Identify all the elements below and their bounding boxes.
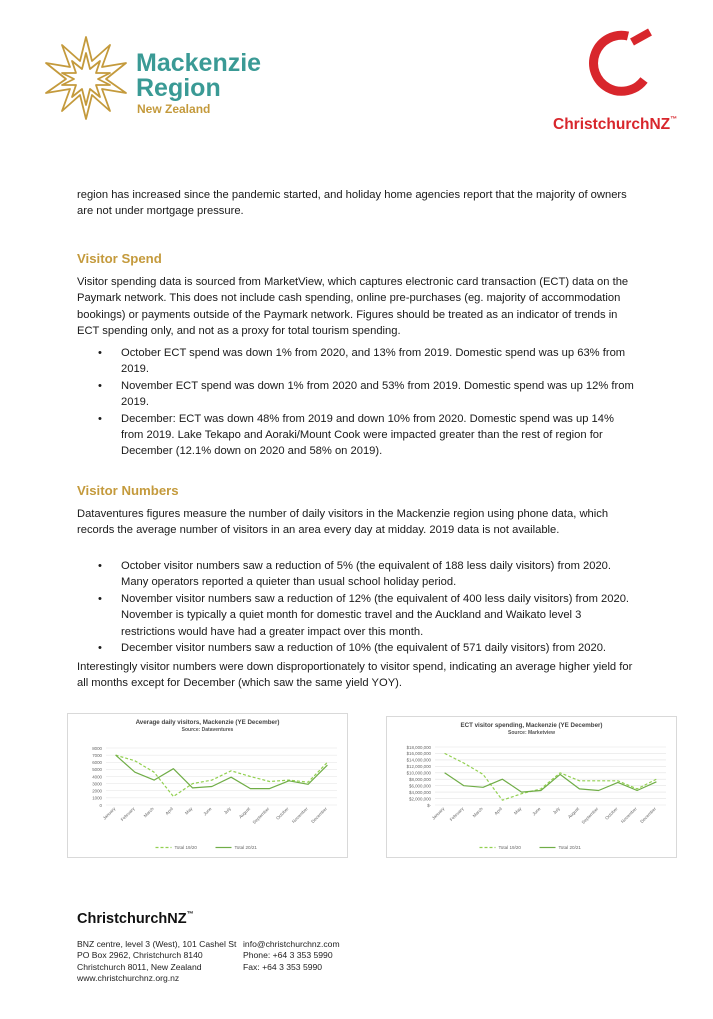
- list-item: • November visitor numbers saw a reduction of 12% (the equivalent of 400 less daily visitors) from 2020. November is typically a quiet month for domestic travel and the Auckland and Waikato level 3 restrictions would have had a greater impact over this month.: [77, 591, 637, 640]
- address-line: PO Box 2962, Christchurch 8140: [77, 950, 203, 961]
- address-line: Christchurch 8011, New Zealand: [77, 961, 202, 972]
- chart-svg-visitors: [68, 714, 347, 857]
- intro-paragraph: region has increased since the pandemic started, and holiday home agencies report that the majority of owners are not under mortgage pressure.: [77, 189, 627, 218]
- y-tick-label: $16,000,000: [406, 751, 431, 757]
- x-tick-label: July: [551, 806, 561, 816]
- y-tick-label: 2000: [92, 788, 102, 794]
- visitor-spend-paragraph: Visitor spending data is sourced from MarketView, which captures electronic card transaction (ECT) data on the Paymark network. This does not include cash spending, online pre-purchases (eg. majority of accommodation bookings) or payments outside of the Paymark network. Figures should be treated as an indicator of trends in ECT spending only, and not as a proxy for total tourism spending.: [77, 276, 629, 338]
- list-item: • November ECT spend was down 1% from 2020 and 53% from 2019. Domestic spend was up 12% from 2019.: [77, 378, 637, 411]
- y-tick-label: $4,000,000: [409, 789, 431, 795]
- series-line: [445, 753, 657, 800]
- address-line: BNZ centre, level 3 (West), 101 Cashel St: [77, 939, 237, 949]
- footer-brand-tm: ™: [186, 911, 194, 918]
- y-tick-label: $12,000,000: [406, 764, 431, 770]
- y-tick-label: $14,000,000: [406, 757, 431, 763]
- y-tick-label: 4000: [92, 774, 102, 780]
- x-tick-label: April: [164, 806, 175, 816]
- list-item: • December: ECT was down 48% from 2019 and down 10% from 2020. Domestic spend was up 14% from 2019. Lake Tekapo and Aoraki/Mount Cook were impacted greater than the rest of region for December (12.1% down on 2020 and 58% on 2019).: [77, 411, 637, 460]
- x-tick-label: August: [237, 806, 252, 820]
- y-tick-label: 3000: [92, 781, 102, 787]
- y-tick-label: 7000: [92, 752, 102, 758]
- chart-subtitle: Source: Marketview: [508, 730, 555, 736]
- chart-subtitle: Source: Dataventures: [181, 727, 234, 733]
- christchurch-c-icon: [576, 28, 656, 106]
- x-tick-label: September: [251, 806, 271, 825]
- x-tick-label: October: [603, 806, 619, 821]
- legend-label: Total 19/20: [174, 845, 197, 850]
- logo-line-mackenzie: Mackenzie: [136, 49, 262, 77]
- logo-line-new-zealand: New Zealand: [137, 102, 211, 116]
- x-tick-label: January: [430, 806, 446, 821]
- christchurch-wordmark-text: ChristchurchNZ: [553, 116, 671, 133]
- x-tick-label: May: [512, 806, 523, 816]
- y-tick-label: $-: [427, 802, 431, 808]
- visitor-spend-heading: Visitor Spend: [77, 251, 162, 266]
- x-tick-label: February: [119, 806, 136, 823]
- y-tick-label: $2,000,000: [409, 796, 431, 802]
- x-tick-label: November: [290, 806, 309, 825]
- visitor-spend-bullets: [77, 345, 637, 460]
- y-tick-label: 5000: [92, 767, 102, 773]
- footer-brand-text: ChristchurchNZ: [77, 911, 187, 927]
- y-tick-label: 8000: [92, 745, 102, 751]
- legend-label: Total 20/21: [234, 845, 257, 850]
- website-link[interactable]: www.christchurchnz.org.nz: [77, 973, 180, 984]
- footer-contact: [243, 939, 340, 973]
- y-tick-label: 0: [99, 802, 102, 808]
- x-tick-label: April: [493, 806, 504, 816]
- christchurch-wordmark: [553, 116, 677, 134]
- mackenzie-star-icon: [40, 33, 132, 123]
- x-tick-label: May: [183, 806, 194, 816]
- legend-label: Total 19/20: [498, 845, 521, 850]
- fax-line: Fax: +64 3 353 5990: [243, 961, 323, 972]
- visitor-numbers-closing: Interestingly visitor numbers were down disproportionately to visitor spend, indicating an average higher yield for all months except for December (which saw the same yield YOY).: [77, 661, 633, 690]
- list-item: • October visitor numbers saw a reduction of 5% (the equivalent of 188 less daily visitors) from 2020. Many operators reported a quieter than usual school holiday period.: [77, 558, 637, 591]
- list-item: • December visitor numbers saw a reduction of 10% (the equivalent of 571 daily visitors) from 2020.: [77, 640, 637, 656]
- christchurchnz-logo: [548, 28, 698, 138]
- x-tick-label: June: [531, 806, 542, 817]
- y-tick-label: 6000: [92, 760, 102, 766]
- x-tick-label: November: [619, 806, 638, 825]
- y-tick-label: $8,000,000: [409, 777, 431, 783]
- logo-line-region: Region: [136, 74, 221, 102]
- visitor-numbers-bullets: [77, 558, 637, 656]
- series-line: [116, 755, 328, 796]
- chart-title: ECT visitor spending, Mackenzie (YE December): [460, 722, 603, 729]
- series-line: [445, 773, 657, 792]
- phone-line: Phone: +64 3 353 5990: [243, 950, 333, 961]
- y-tick-label: 1000: [92, 795, 102, 801]
- footer-brand: [77, 911, 194, 927]
- x-tick-label: August: [566, 806, 581, 820]
- y-tick-label: $18,000,000: [406, 744, 431, 750]
- visitor-numbers-heading: Visitor Numbers: [77, 483, 179, 498]
- x-tick-label: September: [580, 806, 600, 825]
- list-item: • October ECT spend was down 1% from 2020, and 13% from 2019. Domestic spend was up 63% from 2019.: [77, 345, 637, 378]
- chart-average-daily-visitors: [67, 713, 348, 858]
- y-tick-label: $10,000,000: [406, 770, 431, 776]
- mackenzie-region-logo: [40, 33, 270, 123]
- legend-label: Total 20/21: [558, 845, 581, 850]
- footer-address: [77, 939, 236, 985]
- visitor-numbers-paragraph: Dataventures figures measure the number of daily visitors in the Mackenzie region using phone data, which records the average number of visitors in an area every day at midday. 2019 data is not available.: [77, 508, 609, 537]
- x-tick-label: December: [639, 806, 658, 825]
- x-tick-label: July: [222, 806, 232, 816]
- x-tick-label: March: [471, 806, 484, 819]
- email-link[interactable]: info@christchurchnz.com: [243, 939, 340, 949]
- x-tick-label: February: [448, 806, 465, 823]
- x-tick-label: December: [310, 806, 329, 825]
- x-tick-label: June: [202, 806, 213, 817]
- chart-title: Average daily visitors, Mackenzie (YE December): [135, 719, 280, 726]
- x-tick-label: October: [274, 806, 290, 821]
- christchurch-tm: ™: [670, 116, 678, 123]
- chart-svg-ect-spend: [387, 717, 676, 857]
- chart-ect-visitor-spending: [386, 716, 677, 858]
- x-tick-label: March: [142, 806, 155, 819]
- x-tick-label: January: [101, 806, 117, 821]
- y-tick-label: $6,000,000: [409, 783, 431, 789]
